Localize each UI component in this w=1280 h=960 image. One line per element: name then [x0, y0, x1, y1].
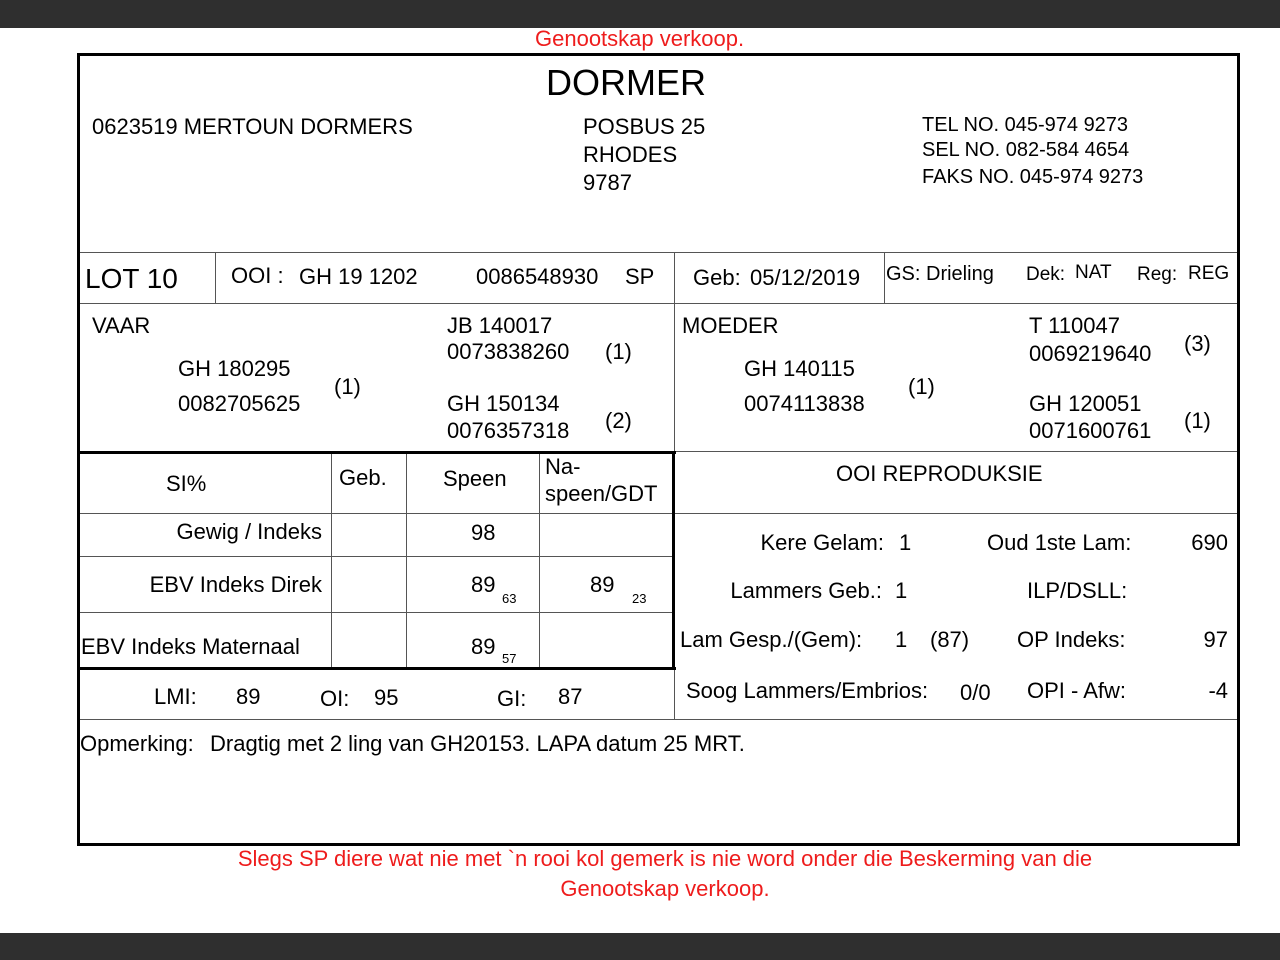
- gs-type: GS: Drieling: [886, 263, 994, 285]
- moeder-id: GH 140115: [744, 356, 855, 381]
- si-row-gewig-speen: 98: [471, 520, 496, 545]
- lammers-geb-label: Lammers Geb.:: [730, 578, 882, 603]
- si-header: SI%: [166, 471, 207, 496]
- notice-bottom-line1: Slegs SP diere wat nie met `n rooi kol gemerk is nie word onder die Beskerming van die: [237, 846, 1093, 871]
- remark-text: Dragtig met 2 ling van GH20153. LAPA datum 25 MRT.: [210, 731, 745, 756]
- notice-top: Genootskap verkoop.: [535, 26, 745, 51]
- address-line-1: POSBUS 25: [583, 114, 706, 139]
- si-row-label-direk: EBV Indeks Direk: [149, 572, 322, 597]
- vaar-label: VAAR: [92, 313, 151, 338]
- vaar-dam-id: GH 150134: [447, 391, 560, 416]
- vaar-sire-reg: 0073838260: [447, 339, 570, 364]
- bottom-bar: [0, 933, 1280, 960]
- address-line-2: RHODES: [583, 142, 678, 167]
- opi-afw-value: -4: [1208, 678, 1228, 703]
- gi-value: 87: [558, 684, 583, 709]
- breed-title: DORMER: [546, 62, 706, 103]
- lmi-value: 89: [236, 684, 261, 709]
- moeder-label: MOEDER: [682, 313, 779, 338]
- moeder-dam-mark: (1): [1184, 408, 1211, 433]
- reproduksie-title: OOI REPRODUKSIE: [836, 461, 1043, 486]
- si-row-maternaal-speen-accuracy: 57: [502, 651, 517, 666]
- vaar-sire-id: JB 140017: [447, 313, 553, 338]
- oi-value: 95: [374, 685, 399, 710]
- reg-value: REG: [1188, 263, 1230, 284]
- opi-afw-label: OPI - Afw:: [1027, 678, 1127, 703]
- lammers-geb-value: 1: [895, 578, 908, 603]
- reg-label: Reg:: [1137, 264, 1178, 285]
- si-row-direk-speen-accuracy: 63: [502, 591, 517, 606]
- vaar-mark: (1): [334, 374, 361, 399]
- geb-date: 05/12/2019: [750, 265, 861, 290]
- si-row-maternaal-speen: 89: [471, 634, 496, 659]
- geb-label: Geb:: [693, 265, 741, 290]
- moeder-dam-id: GH 120051: [1029, 391, 1142, 416]
- moeder-sire-reg: 0069219640: [1029, 341, 1152, 366]
- si-row-label-gewig: Gewig / Indeks: [176, 519, 322, 544]
- ooi-label: OOI :: [231, 263, 284, 288]
- kere-gelam-value: 1: [899, 530, 912, 555]
- top-bar: [0, 0, 1280, 28]
- geb-header: Geb.: [339, 465, 387, 490]
- kere-gelam-label: Kere Gelam:: [760, 530, 884, 555]
- si-row-direk-speen: 89: [471, 572, 496, 597]
- si-row-label-maternaal: EBV Indeks Maternaal: [81, 634, 300, 659]
- lam-gesp-label: Lam Gesp./(Gem):: [680, 627, 863, 652]
- oi-label: OI:: [320, 686, 350, 711]
- si-row-direk-naspeen-accuracy: 23: [632, 591, 647, 606]
- soog-lammers-label: Soog Lammers/Embrios:: [686, 678, 929, 703]
- vaar-sire-mark: (1): [605, 339, 632, 364]
- vaar-id: GH 180295: [178, 356, 291, 381]
- remark-label: Opmerking:: [80, 731, 194, 756]
- address-line-3: 9787: [583, 170, 632, 195]
- contact-sel: SEL NO. 082-584 4654: [922, 139, 1130, 161]
- ilp-dsll-label: ILP/DSLL:: [1027, 578, 1128, 603]
- lam-gesp-value: 1: [895, 627, 908, 652]
- oud-1ste-lam-label: Oud 1ste Lam:: [987, 530, 1132, 555]
- lot-number: LOT 10: [85, 263, 178, 294]
- naspeen-header-line1: Na-: [545, 454, 581, 479]
- breeder-name: 0623519 MERTOUN DORMERS: [92, 114, 413, 139]
- ooi-id: GH 19 1202: [299, 264, 418, 289]
- moeder-sire-mark: (3): [1184, 331, 1211, 356]
- dek-label: Dek:: [1026, 264, 1066, 285]
- si-row-direk-naspeen: 89: [590, 572, 615, 597]
- gi-label: GI:: [497, 686, 527, 711]
- vaar-dam-reg: 0076357318: [447, 418, 570, 443]
- soog-lammers-value: 0/0: [960, 680, 991, 705]
- moeder-mark: (1): [908, 374, 935, 399]
- contact-tel: TEL NO. 045-974 9273: [922, 114, 1129, 136]
- op-indeks-value: 97: [1203, 627, 1228, 652]
- contact-faks: FAKS NO. 045-974 9273: [922, 166, 1144, 188]
- dek-value: NAT: [1075, 262, 1112, 283]
- moeder-dam-reg: 0071600761: [1029, 418, 1152, 443]
- vaar-reg: 0082705625: [178, 391, 301, 416]
- oud-1ste-lam-value: 690: [1191, 530, 1228, 555]
- notice-bottom-line2: Genootskap verkoop.: [560, 876, 770, 901]
- lmi-label: LMI:: [154, 684, 197, 709]
- moeder-reg: 0074113838: [744, 391, 865, 416]
- lam-gesp-gem: (87): [930, 627, 970, 652]
- speen-header: Speen: [443, 466, 507, 491]
- naspeen-header-line2: speen/GDT: [545, 481, 658, 506]
- moeder-sire-id: T 110047: [1029, 313, 1120, 338]
- ooi-status: SP: [625, 264, 655, 289]
- op-indeks-label: OP Indeks:: [1017, 627, 1126, 652]
- vaar-dam-mark: (2): [605, 408, 632, 433]
- ooi-reg-number: 0086548930: [476, 264, 599, 289]
